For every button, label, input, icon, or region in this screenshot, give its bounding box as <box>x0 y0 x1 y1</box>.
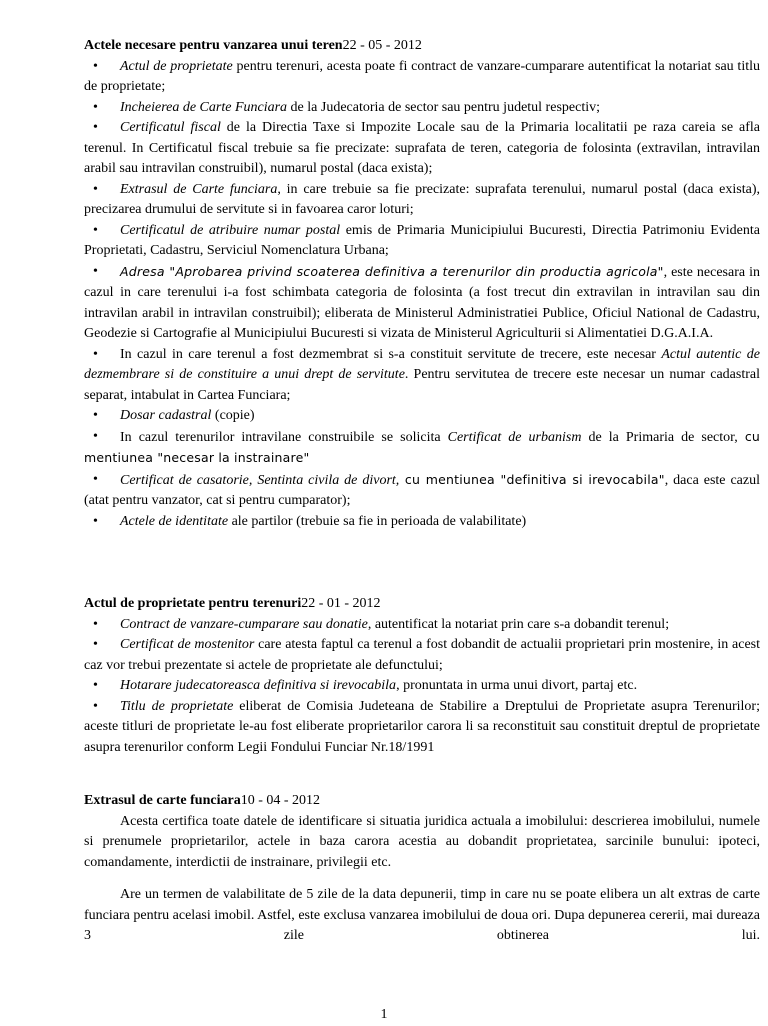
item-text: de la Primaria de sector, <box>581 429 745 445</box>
item-text: . Pentru servitutea de trecere este necesar un numar cadastral separat, intabulat in Cartea Funciara; <box>84 367 761 403</box>
list-item <box>0 635 760 676</box>
item-text: care atesta faptul ca terenul a fost dobandit de actualii proprietari prin mostenire, in acest caz vor trebui prezentate si actele de proprietate ale defunctului; <box>84 637 760 673</box>
item-term: Titlu de proprietate <box>120 698 234 714</box>
item-term: Dosar cadastral <box>120 408 212 423</box>
item-text: (copie) <box>211 408 255 423</box>
list-item <box>0 345 760 407</box>
item-term: Actele de identitate <box>120 513 229 529</box>
item-text: , pronuntata in urma unui divort, partaj etc. <box>396 678 638 693</box>
spacer <box>84 873 760 885</box>
spacer <box>84 532 760 594</box>
item-term: Extrasul de Carte funciara <box>120 181 278 197</box>
section-heading <box>84 594 760 615</box>
document-page <box>84 36 760 947</box>
bullet-icon: • <box>93 181 98 197</box>
item-note: cu mentiunea "definitiva si irevocabila" <box>399 471 665 487</box>
item-text: , autentificat la notariat prin care s-a dobandit terenul; <box>367 616 670 632</box>
item-term: Incheierea de Carte Funciara <box>120 99 288 115</box>
list-item <box>0 615 760 636</box>
item-term: Certificatul de atribuire numar postal <box>120 222 341 238</box>
item-text: , daca este cazul (atat pentru vanzator, cat si pentru cumparator); <box>84 472 760 508</box>
list-item <box>0 512 760 533</box>
item-text: de la Judecatoria de sector sau pentru judetul respectiv; <box>287 99 600 115</box>
section-title: Extrasul de carte funciara <box>84 793 241 808</box>
bullet-icon: • <box>93 698 98 714</box>
paragraph: Are un termen de valabilitate de 5 zile de la data depunerii, timp in care nu se poate elibera un alt extras de carte funciara pentru acelasi imobil. Astfel, este exclusa vanzarea imobilului de doua ori. Dupa depunerea cererii, mai dureaza 3 zile obtinerea lui. <box>84 887 760 943</box>
item-text: In cazul in care terenul a fost dezmembrat si s-a constituit servitute de trecere, este necesar <box>120 346 662 362</box>
bullet-icon: • <box>93 471 98 487</box>
item-text: , in care trebuie sa fie precizate: suprafata terenului, numarul postal (daca exista), precizarea drumului de servitute si in favoarea caror loturi; <box>84 181 760 217</box>
item-note: cu mentiunea "necesar la instrainare" <box>84 428 761 465</box>
bullet-icon: • <box>93 346 98 362</box>
paragraph: Acesta certifica toate datele de identificare si situatia juridica actuala a imobilului: descrierea imobilului, numele si prenumele proprietarilor, actele in baza carora acestia au dobandit proprietatea, sarcinile bunului: ipoteci, comandamente, interdictii de instrainare, privilegii etc. <box>84 813 760 870</box>
item-text: emis de Primaria Municipiului Bucuresti, Directia Patrimoniu Evidenta Proprietati, Cadastru, Serviciul Nomenclatura Urbana; <box>84 222 760 258</box>
section-date: 22 - 05 - 2012 <box>342 38 422 53</box>
section-date: 10 - 04 - 2012 <box>240 793 321 808</box>
bullet-icon: • <box>93 120 98 135</box>
list-item <box>0 676 760 697</box>
item-text: de la Directia Taxe si Impozite Locale sau de la Primaria localitatii pe raza careia se afla terenul. In Certificatul fiscal trebuie sa fie precizate: suprafata de teren, categoria de folosinta (extravilan, intravilan arabil sau intravilan construibil), numarul postal (daca exista); <box>84 120 760 176</box>
item-text: eliberat de Comisia Judeteana de Stabilire a Dreptului de Proprietate asupra Terenurilor; aceste titluri de proprietate le-au fost eliberate proprietarilor carora li sa reconstituit sau constituit dreptul de proprietate asupra terenurilor conform Legii Fondului Funciar Nr.18/1991 <box>84 698 760 755</box>
list-item <box>0 221 760 262</box>
item-term: Certificat de urbanism <box>447 429 582 445</box>
list-item <box>0 427 760 470</box>
bullet-icon: • <box>93 263 98 279</box>
section-date: 22 - 01 - 2012 <box>301 596 381 611</box>
requirements-list <box>0 57 760 533</box>
list-item <box>0 57 760 98</box>
item-term: Actul de proprietate <box>120 58 233 74</box>
item-term: Hotarare judecatoreasca definitiva si irevocabila <box>120 678 397 693</box>
spacer <box>84 758 760 791</box>
list-item <box>0 470 760 512</box>
page-number: 1 <box>380 1007 388 1022</box>
bullet-icon: • <box>93 616 98 632</box>
section-heading <box>84 36 760 57</box>
bullet-icon: • <box>93 428 98 444</box>
item-term: Actul autentic de dezmembrare si de constituire a unui drept de servitute <box>84 346 760 382</box>
section-heading <box>84 791 760 812</box>
bullet-icon: • <box>93 678 98 693</box>
item-term: Certificat de casatorie, Sentinta civila de divort, <box>120 472 400 488</box>
list-item <box>0 262 760 345</box>
list-item <box>0 406 760 427</box>
bullet-icon: • <box>93 99 98 115</box>
bullet-icon: • <box>93 513 98 529</box>
item-term: Certificatul fiscal <box>120 120 221 135</box>
ownership-list <box>84 615 760 759</box>
item-term: Contract de vanzare-cumparare sau donatie <box>120 616 368 632</box>
section-title: Actul de proprietate pentru terenuri <box>84 596 302 611</box>
bullet-icon: • <box>93 408 98 423</box>
list-item <box>0 98 760 119</box>
item-text: pentru terenuri, acesta poate fi contract de vanzare-cumparare autentificat la notariat sau titlu de proprietate; <box>84 58 760 94</box>
list-item <box>0 697 760 759</box>
section-title: Actele necesare pentru vanzarea unui teren <box>84 38 343 53</box>
item-term: Certificat de mostenitor <box>120 637 255 652</box>
bullet-icon: • <box>93 637 98 652</box>
bullet-icon: • <box>93 58 98 74</box>
bullet-icon: • <box>93 222 98 238</box>
list-item <box>0 180 760 221</box>
item-text: , este necesara in cazul in care terenului i-a fost schimbata categoria de folosinta (a fost trecut din extravilan in intravilan sau din intravilan arabil in intravilan construibil); eliberata de Ministerul Administratiei Publice, Oficiul National de Cadastru, Geodezie si Cartografie al Municipiului Bucuresti si vizata de Ministerul Agriculturii si Alimentatiei D.G.A.I.A. <box>84 264 760 341</box>
item-text: ale partilor (trebuie sa fie in perioada de valabilitate) <box>228 513 527 529</box>
list-item <box>0 118 760 180</box>
item-text: In cazul terenurilor intravilane construibile se solicita <box>120 429 448 445</box>
item-term: Adresa "Aprobarea privind scoaterea definitiva a terenurilor din productia agricola" <box>120 263 664 279</box>
